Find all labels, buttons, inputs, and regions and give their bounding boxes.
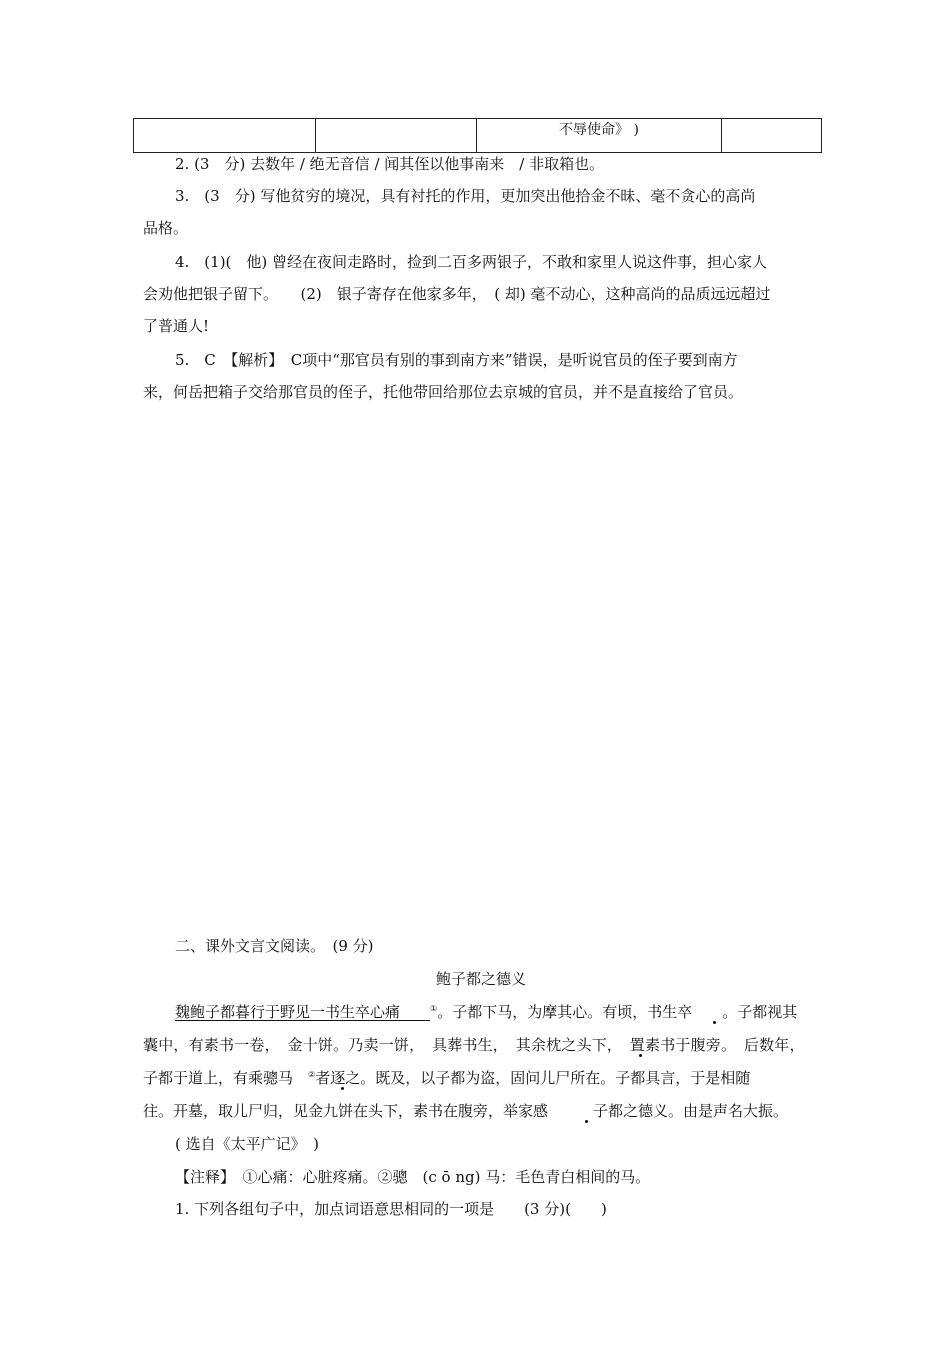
passage-line-4: 往。开墓，取儿尸归，见金九饼在头下，素书在腹旁，举家感 子都之德义。由是声名大振。 (143, 1102, 789, 1120)
note-marker-2: ② (308, 1070, 316, 1079)
passage-line-1 (175, 1001, 797, 1022)
passage-line-3 (143, 1067, 750, 1088)
emphasis-dot (713, 1021, 716, 1024)
passage-line-3-a: 子都于道上，有乘骢马 (143, 1069, 309, 1087)
table-cell (134, 119, 316, 153)
answer-4-line-2: 会劝他把银子留下。 (2) 银子寄存在他家多年， ( 却) 毫不动心，这种高尚的品质远远超过 (143, 285, 771, 303)
section-heading: 二、课外文言文阅读。 (9 分) (175, 937, 374, 955)
emphasis-dot (639, 1054, 642, 1057)
answer-table-fragment (133, 118, 822, 153)
answer-5-line-1: 5. C 【解析】 C项中“那官员有别的事到南方来”错误，是听说官员的侄子要到南方 (175, 351, 738, 369)
answer-4-line-1: 4. (1)( 他) 曾经在夜间走路时，捡到二百多两银子，不敢和家里人说这件事，担心家人 (175, 253, 768, 271)
emphasis-dot (585, 1120, 588, 1123)
table-cell: 不辱使命》 ) (477, 119, 722, 153)
table-cell (316, 119, 477, 153)
annotation-notes: 【注释】 ①心痛：心脏疼痛。②骢 (c ō ng) 马：毛色青白相间的马。 (175, 1168, 651, 1186)
underlined-sentence: 魏鲍子都暮行于野见一书生卒心痛 (175, 1003, 401, 1021)
note-marker-1: ① (430, 1004, 438, 1013)
passage-line-1-rest: 。子都下马，为摩其心。有顷，书生卒 。子都视其 (437, 1003, 798, 1021)
emphasis-dot (341, 1087, 344, 1090)
table-cell (722, 119, 822, 153)
answer-3-line-1: 3. (3 分) 写他贫穷的境况，具有衬托的作用，更加突出他拾金不昧、毫不贪心的高尚 (175, 187, 756, 205)
answer-5-line-2: 来，何岳把箱子交给那官员的侄子，托他带回给那位去京城的官员，并不是直接给了官员。 (143, 383, 744, 401)
answer-2: 2. (3 分) 去数年 / 绝无音信 / 闻其侄以他事南来 / 非取箱也。 (175, 155, 605, 173)
passage-title: 鲍子都之德义 (436, 970, 527, 988)
answer-4-line-3: 了普通人! (143, 317, 210, 335)
passage-line-2: 囊中，有素书一卷， 金十饼。乃卖一饼， 具葬书生， 其余枕之头下， 置素书于腹旁。 后数年， (143, 1036, 805, 1054)
source-citation: ( 选自《太平广记》 ) (175, 1135, 319, 1153)
passage-line-3-b: 者逐之。既及，以子都为盗，固问儿尸所在。子都具言，于是相随 (315, 1069, 751, 1087)
answer-3-line-2: 品格。 (143, 219, 189, 237)
question-1: 1. 下列各组句子中，加点词语意思相同的一项是 (3 分)( ) (175, 1200, 607, 1218)
